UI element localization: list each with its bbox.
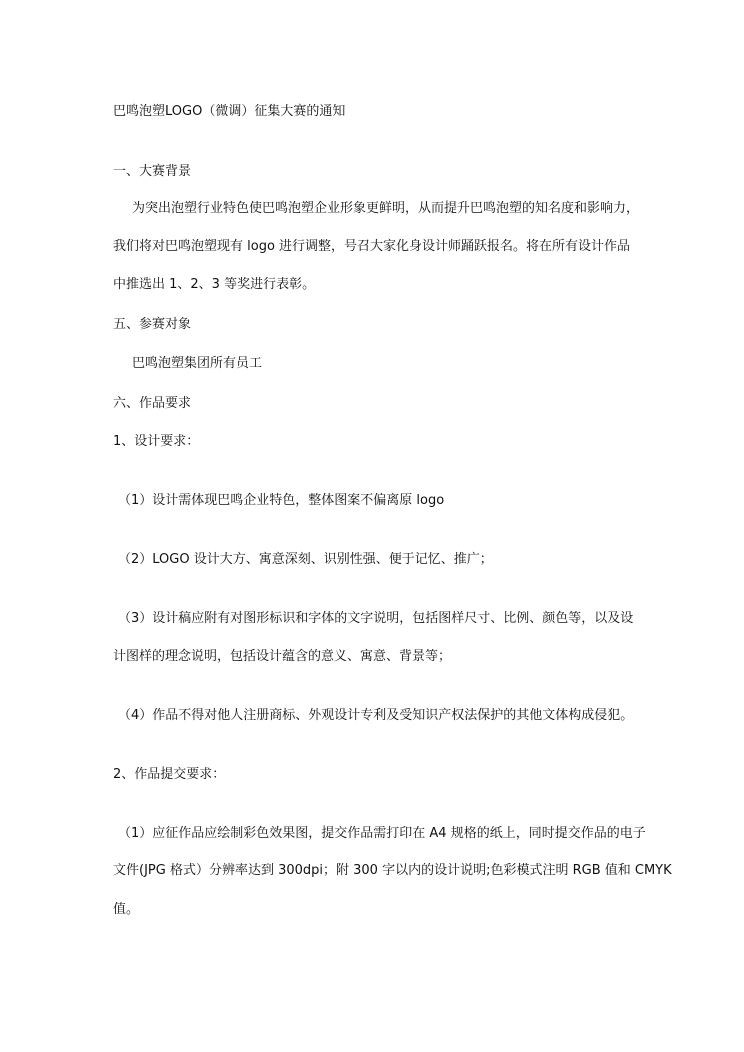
- paragraph-line: 我们将对巴鸣泡塑现有 logo 进行调整，号召大家化身设计师踊跃报名。将在所有设计作品: [113, 239, 631, 254]
- list-item: （1）应征作品应绘制彩色效果图，提交作品需打印在 A4 规格的纸上，同时提交作品的电子: [118, 826, 646, 841]
- list-item: （1）设计需体现巴鸣企业特色，整体图案不偏离原 logo: [118, 493, 445, 508]
- list-item-continuation: 文件(JPG 格式）分辨率达到 300dpi；附 300 字以内的设计说明;色彩模式注明 RGB 值和 CMYK: [113, 863, 672, 878]
- subsection-heading-design: 1、设计要求：: [113, 434, 200, 449]
- document-title: 巴鸣泡塑LOGO（微调）征集大赛的通知: [113, 104, 346, 119]
- paragraph-line: 巴鸣泡塑集团所有员工: [132, 356, 263, 371]
- paragraph-line: 中推选出 1、2、3 等奖进行表彰。: [113, 277, 316, 292]
- list-item-continuation: 值。: [113, 902, 140, 917]
- list-item: （4）作品不得对他人注册商标、外观设计专利及受知识产权法保护的其他文体构成侵犯。: [118, 708, 634, 723]
- list-item: （3）设计稿应附有对图形标识和字体的文字说明，包括图样尺寸、比例、颜色等，以及设: [118, 611, 634, 626]
- section-heading-requirements: 六、作品要求: [113, 396, 192, 411]
- list-item-continuation: 计图样的理念说明，包括设计蕴含的意义、寓意、背景等；: [113, 649, 452, 664]
- list-item: （2）LOGO 设计大方、寓意深刻、识别性强、便于记忆、推广；: [118, 552, 493, 567]
- section-heading-background: 一、大赛背景: [113, 164, 192, 179]
- section-heading-participants: 五、参赛对象: [113, 317, 192, 332]
- subsection-heading-submission: 2、作品提交要求：: [113, 767, 226, 782]
- paragraph-line: 为突出泡塑行业特色使巴鸣泡塑企业形象更鲜明，从而提升巴鸣泡塑的知名度和影响力，: [132, 201, 640, 216]
